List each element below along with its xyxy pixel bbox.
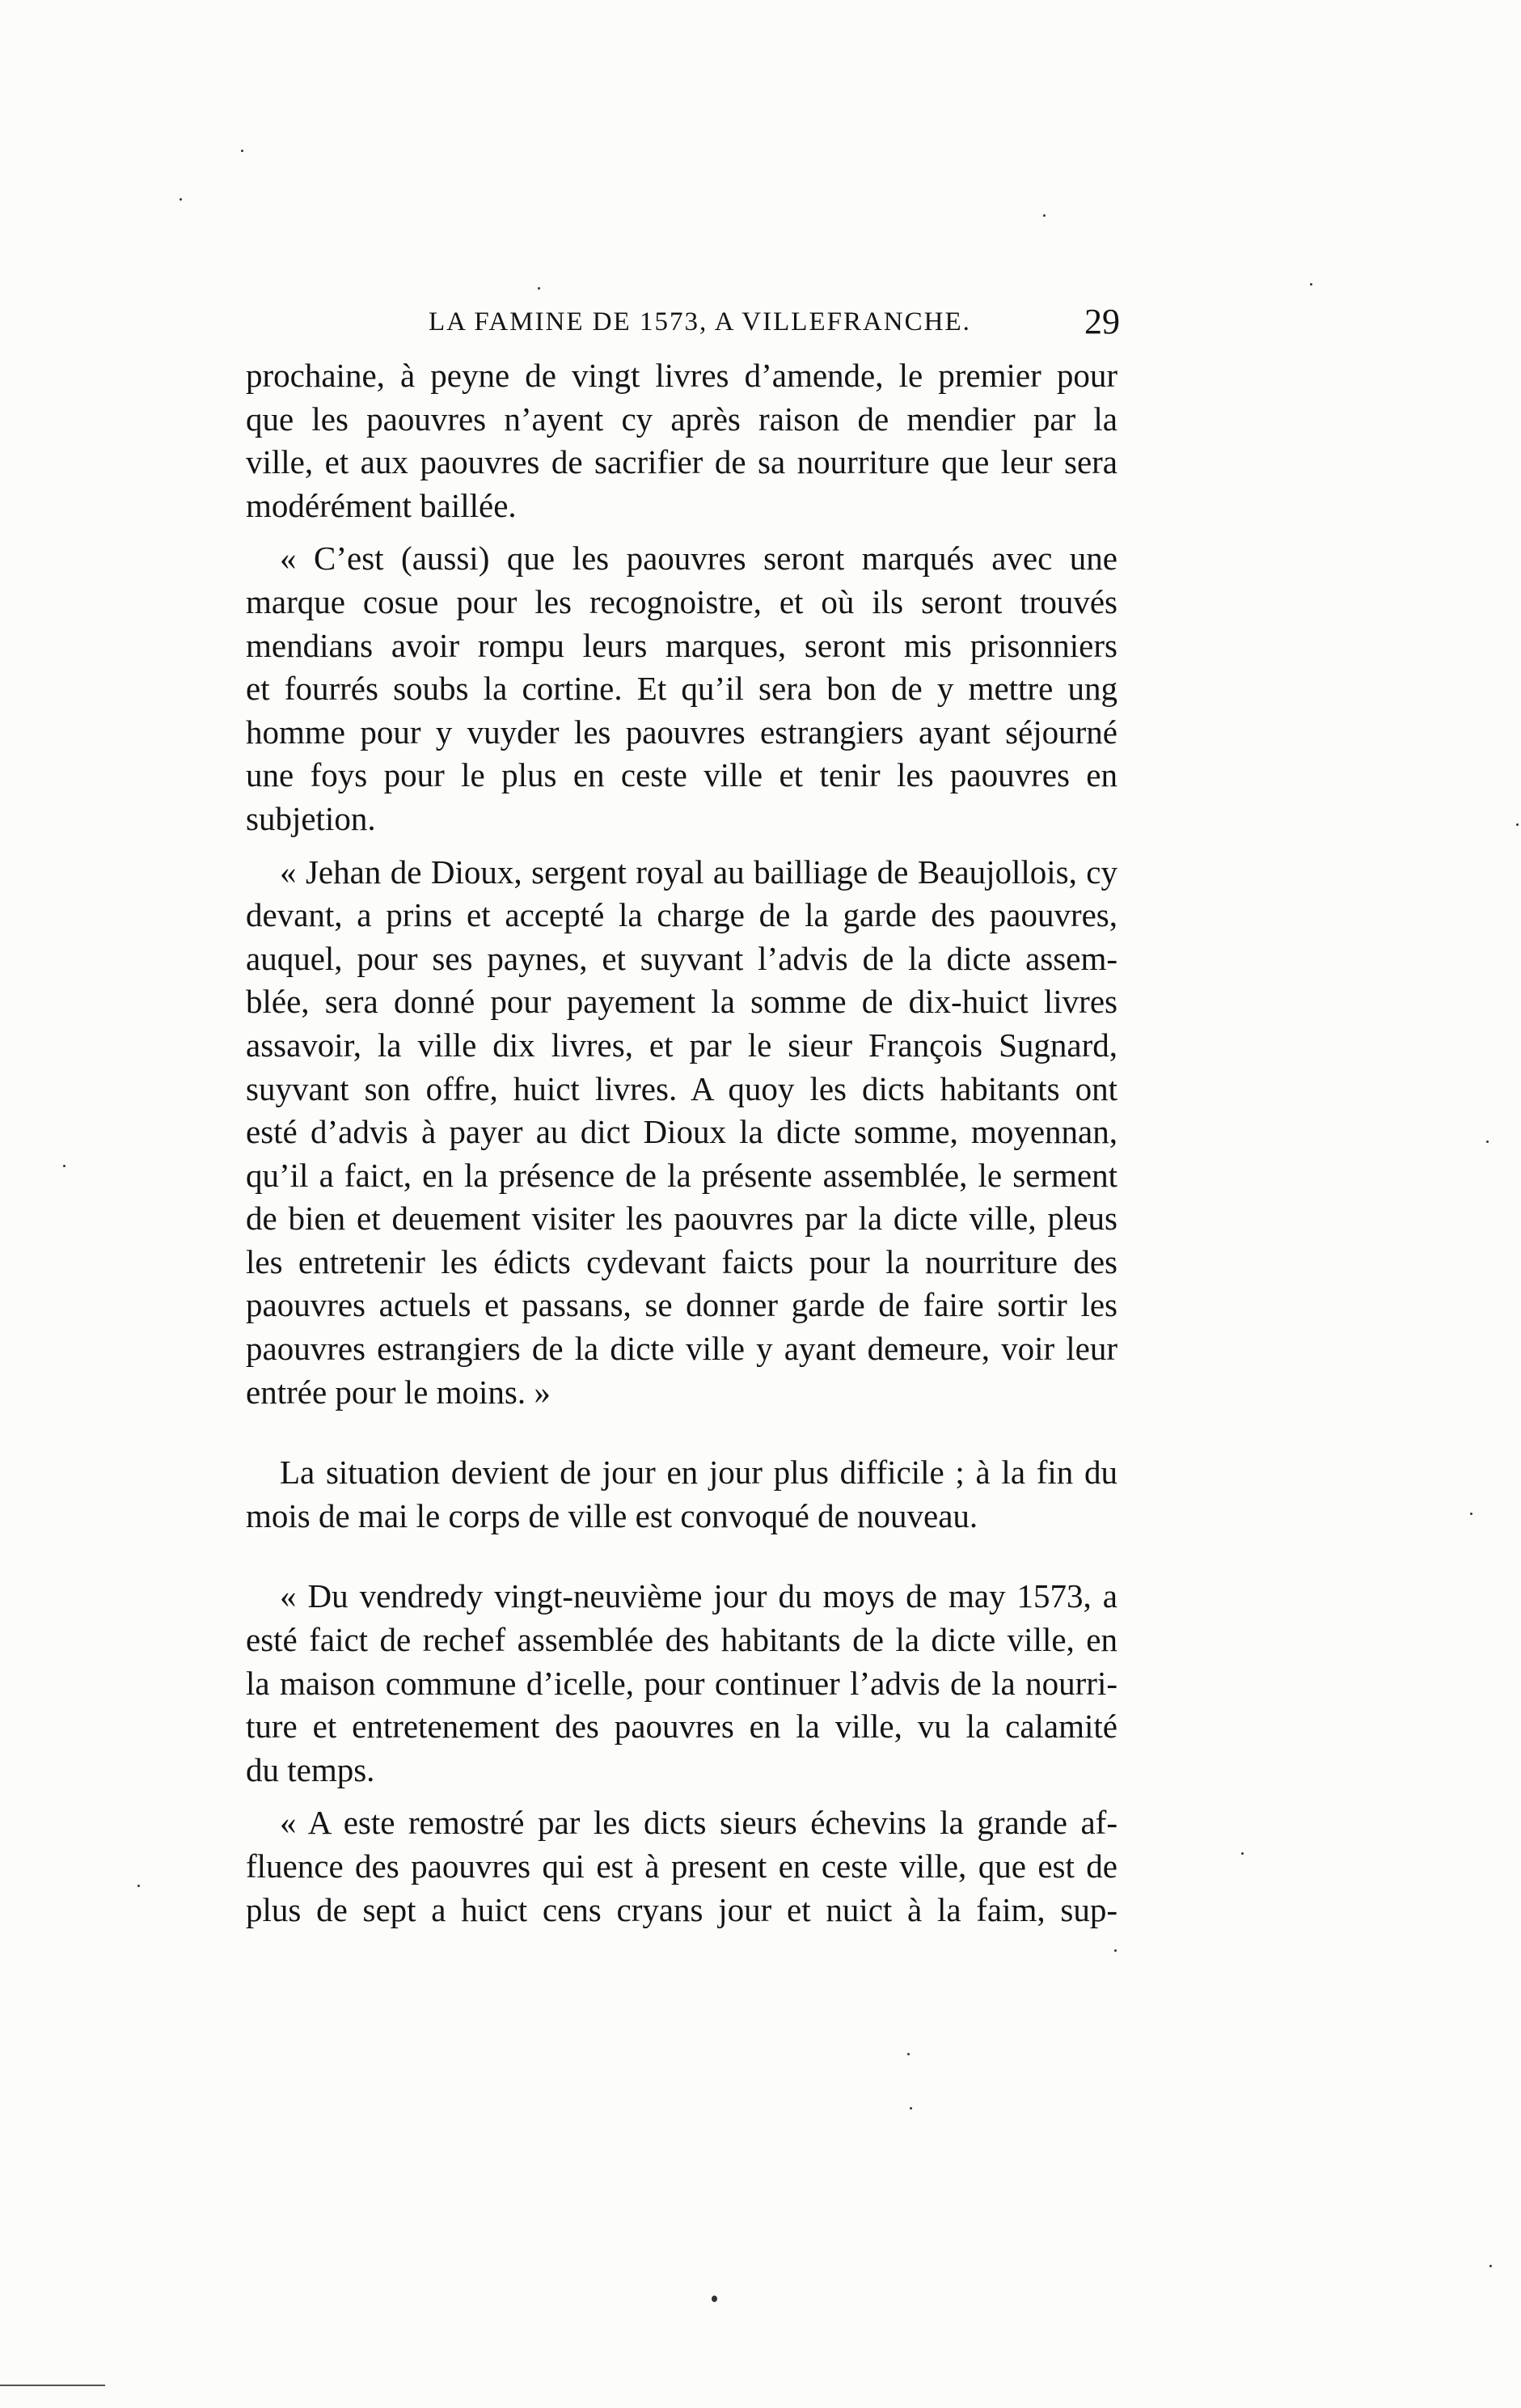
text-line: assavoir, la ville dix livres, et par le sieur François Sugnard, bbox=[246, 1026, 1118, 1064]
text-line: mendians avoir rompu leurs marques, seront mis prisonniers bbox=[246, 626, 1118, 664]
scan-speck bbox=[241, 150, 243, 152]
scan-speck bbox=[538, 287, 540, 290]
text-line: ville, et aux paouvres de sacrifier de sa nourriture que leur sera bbox=[246, 443, 1118, 481]
scan-speck bbox=[907, 2053, 910, 2055]
scan-speck bbox=[137, 1885, 140, 1887]
scan-speck bbox=[1043, 214, 1046, 217]
text-line: fluence des paouvres qui est à present en ceste ville, que est de bbox=[246, 1847, 1118, 1885]
text-line: auquel, pour ses paynes, et suyvant l’advis de la dicte assem- bbox=[246, 939, 1118, 977]
paragraph-6 bbox=[246, 1801, 1118, 1932]
text-line: « Du vendredy vingt-neuvième jour du moys de may 1573, a bbox=[280, 1577, 1118, 1615]
text-line: prochaine, à peyne de vingt livres d’amende, le premier pour bbox=[246, 357, 1118, 394]
text-line: ture et entretenement des paouvres en la ville, vu la calamité bbox=[246, 1708, 1118, 1746]
text-line: suyvant son offre, huict livres. A quoy les dicts habitants ont bbox=[246, 1069, 1118, 1107]
text-line: devant, a prins et accepté la charge de la garde des paouvres, bbox=[246, 896, 1118, 934]
text-line: paouvres actuels et passans, se donner garde de faire sortir les bbox=[246, 1286, 1118, 1324]
scan-speck bbox=[1241, 1852, 1244, 1855]
text-line: « Jehan de Dioux, sergent royal au bailliage de Beaujollois, cy bbox=[280, 853, 1118, 891]
scan-speck bbox=[1114, 1949, 1117, 1952]
text-line: paouvres estrangiers de la dicte ville y ayant demeure, voir leur bbox=[246, 1330, 1118, 1368]
text-line: de bien et deuement visiter les paouvres par la dicte ville, pleus bbox=[246, 1200, 1118, 1238]
scan-speck bbox=[1516, 823, 1519, 826]
text-line: qu’il a faict, en la présence de la présente assemblée, le serment bbox=[246, 1156, 1118, 1194]
text-line: que les paouvres n’ayent cy après raison de mendier par la bbox=[246, 400, 1118, 438]
running-title: LA FAMINE DE 1573, A VILLEFRANCHE. bbox=[429, 307, 971, 336]
scan-speck bbox=[180, 198, 182, 201]
text-line: esté d’advis à payer au dict Dioux la dicte somme, moyennan, bbox=[246, 1113, 1118, 1151]
scan-speck bbox=[63, 1165, 65, 1167]
page-number: 29 bbox=[1084, 302, 1120, 341]
text-line: La situation devient de jour en jour plus difficile ; à la fin du bbox=[280, 1454, 1118, 1492]
paragraph-5 bbox=[246, 1575, 1118, 1792]
text-line: mois de mai le corps de ville est convoqué de nouveau. bbox=[246, 1496, 978, 1534]
text-line: la maison commune d’icelle, pour continuer l’advis de la nourri- bbox=[246, 1664, 1118, 1702]
body-text bbox=[246, 354, 1118, 1932]
paragraph-4 bbox=[246, 1451, 1118, 1538]
text-line: blée, sera donné pour payement la somme de dix-huict livres bbox=[246, 983, 1118, 1021]
text-line: entrée pour le moins. » bbox=[246, 1373, 551, 1411]
text-line: esté faict de rechef assemblée des habitants de la dicte ville, en bbox=[246, 1621, 1118, 1659]
text-line: du temps. bbox=[246, 1750, 375, 1788]
text-line: une foys pour le plus en ceste ville et tenir les paouvres en bbox=[246, 756, 1118, 794]
scan-speck bbox=[1470, 1513, 1472, 1515]
text-line: subjetion. bbox=[246, 799, 376, 837]
paragraph-3 bbox=[246, 851, 1118, 1415]
text-line: et fourrés soubs la cortine. Et qu’il sera bon de y mettre ung bbox=[246, 670, 1118, 708]
text-line: « A este remostré par les dicts sieurs échevins la grande af- bbox=[280, 1804, 1118, 1842]
text-line: plus de sept a huict cens cryans jour et nuict à la faim, sup- bbox=[246, 1890, 1118, 1928]
scan-speck bbox=[910, 2107, 912, 2110]
scan-speck bbox=[1310, 283, 1312, 286]
scan-speck bbox=[1489, 2265, 1492, 2267]
scan-edge-rule bbox=[0, 2385, 105, 2386]
scan-speck bbox=[712, 2296, 717, 2302]
text-line: les entretenir les édicts cydevant faicts pour la nourriture des bbox=[246, 1242, 1118, 1280]
text-line: homme pour y vuyder les paouvres estrangiers ayant séjourné bbox=[246, 713, 1118, 751]
paragraph-1 bbox=[246, 354, 1118, 527]
text-line: marque cosue pour les recognoistre, et où ils seront trouvés bbox=[246, 582, 1118, 620]
text-line: « C’est (aussi) que les paouvres seront marqués avec une bbox=[280, 540, 1118, 578]
scan-speck bbox=[1486, 1141, 1489, 1143]
page-header bbox=[243, 301, 1120, 349]
text-line: modérément baillée. bbox=[246, 486, 517, 524]
paragraph-2 bbox=[246, 537, 1118, 840]
